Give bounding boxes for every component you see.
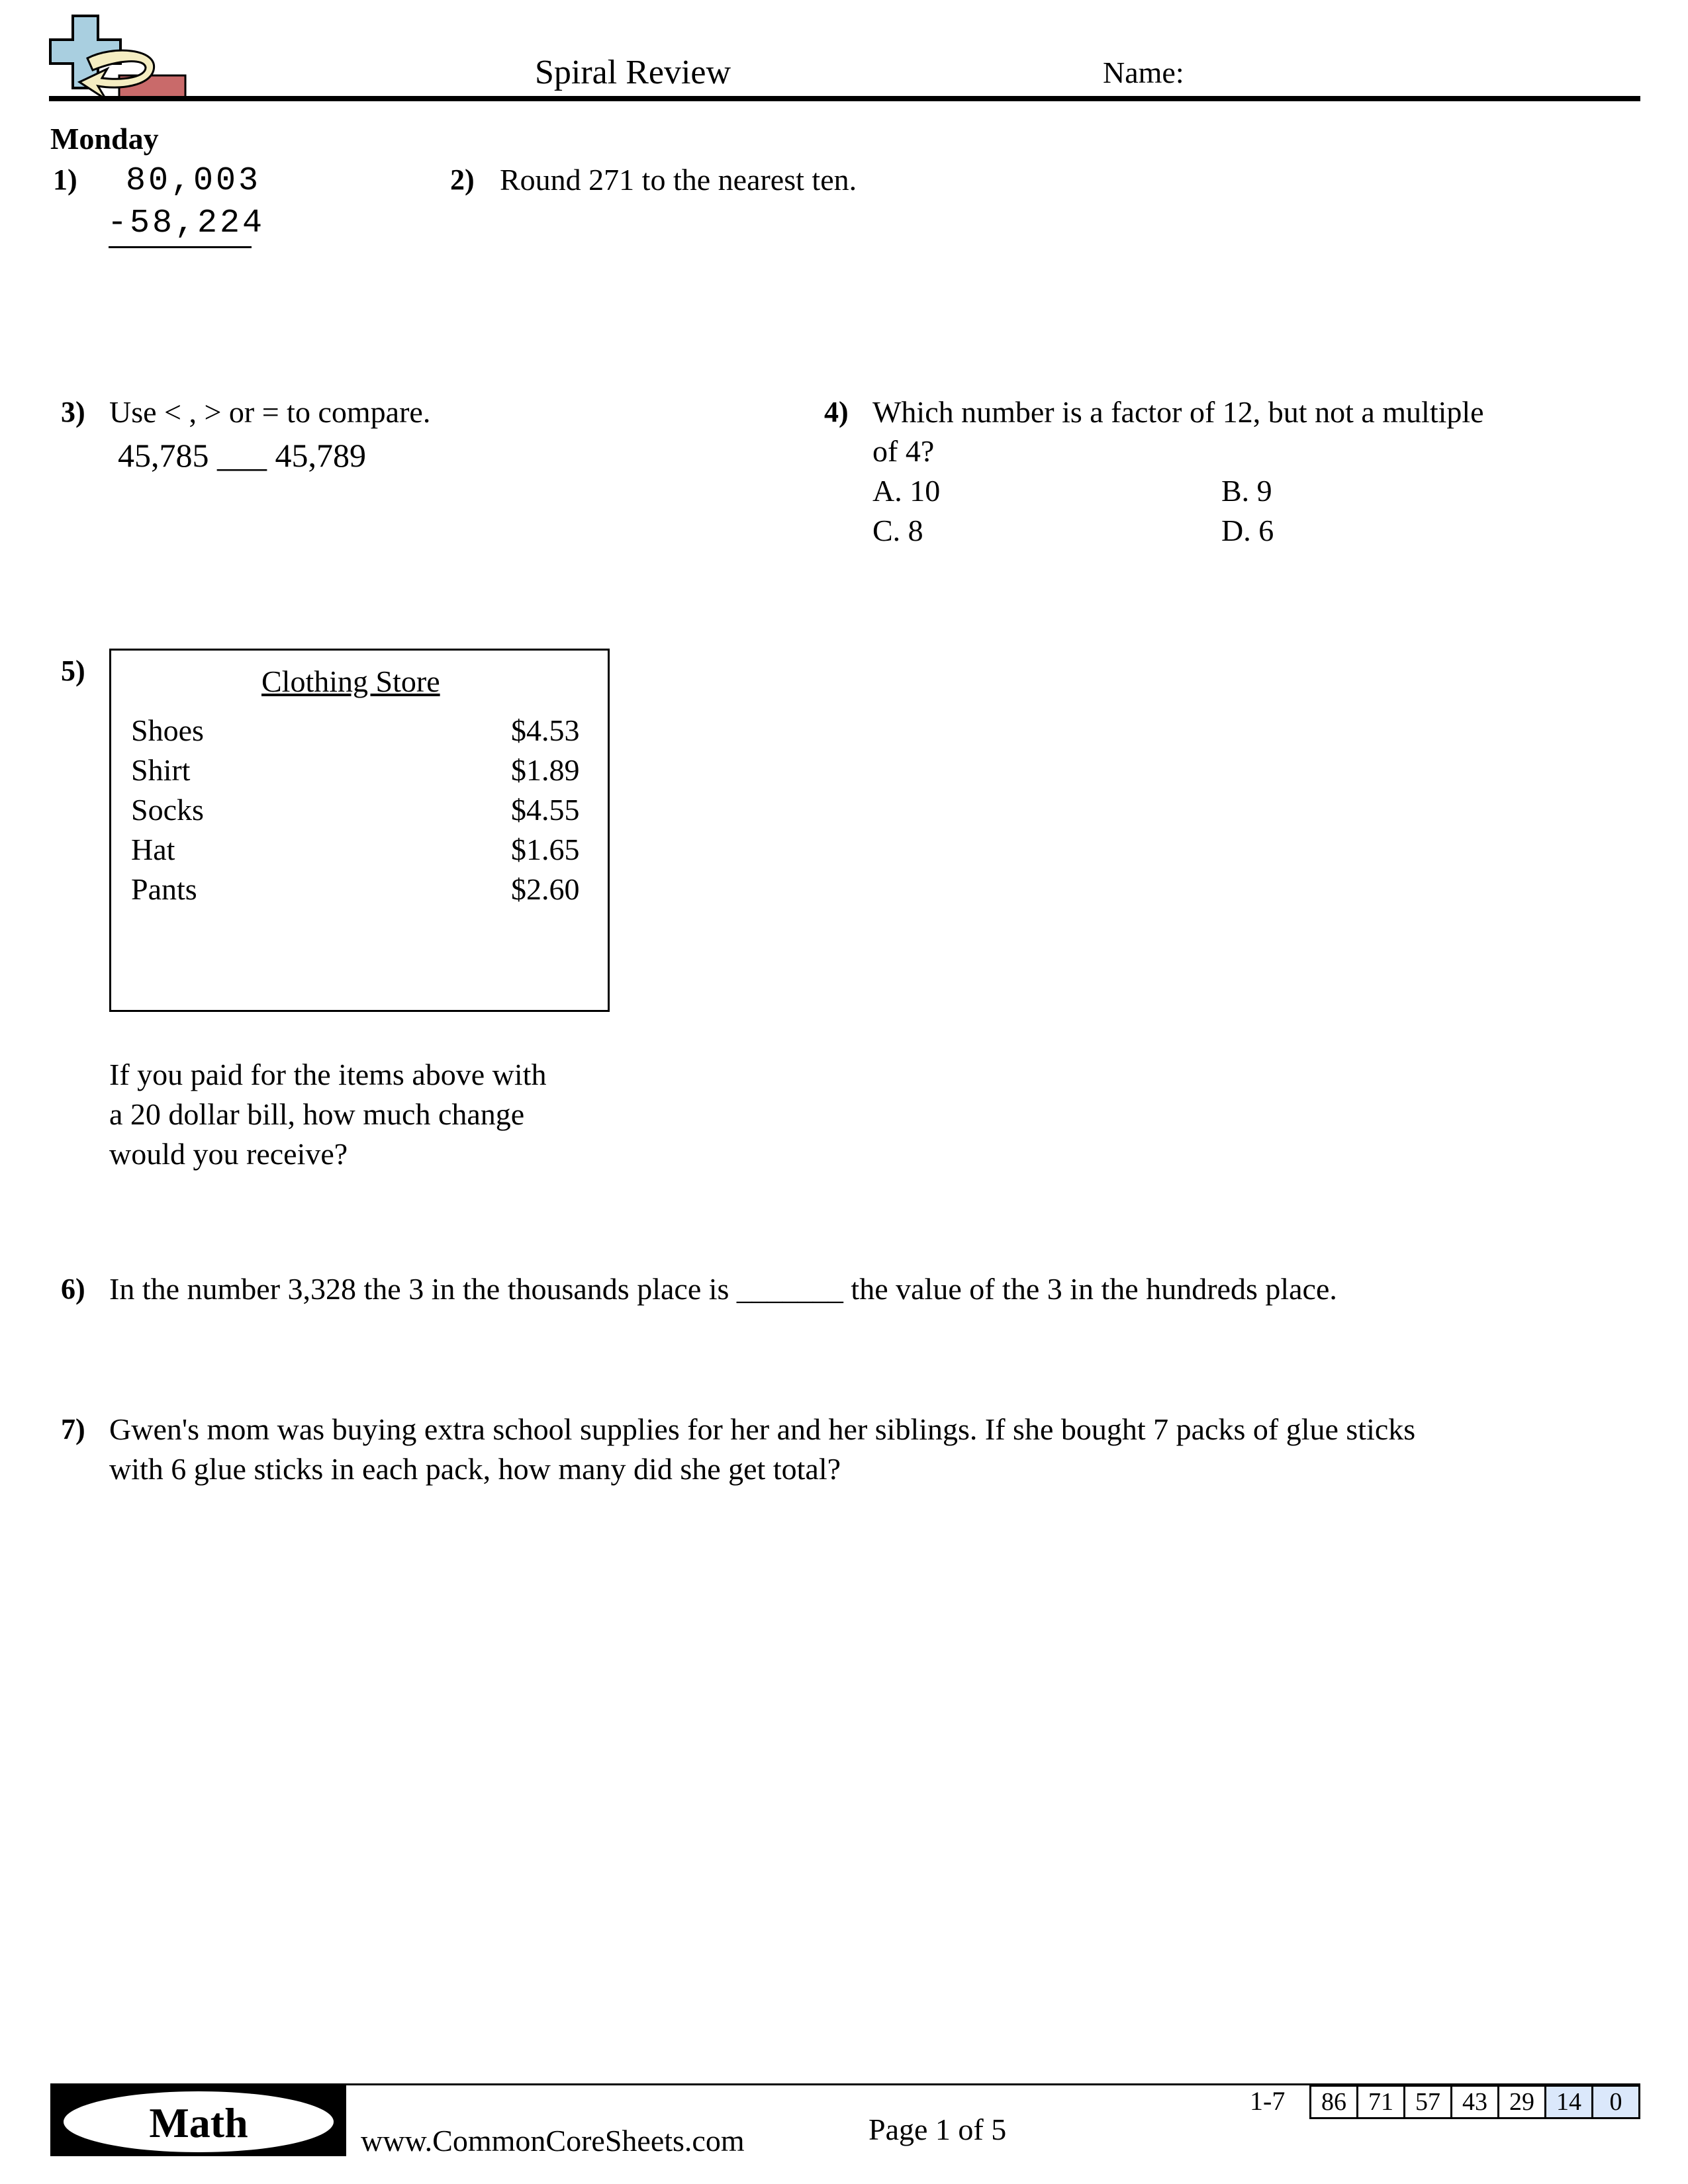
question-4-line-2: of 4? (872, 434, 935, 468)
score-cell-highlight: 0 (1593, 2085, 1640, 2119)
question-5-number: 5) (61, 655, 85, 687)
q4-option-a: A. 10 (872, 474, 941, 508)
q3-blank: ___ (217, 437, 267, 474)
q1-subtrahend: -58,224 (107, 205, 265, 242)
question-3-number: 3) (61, 396, 85, 428)
item-price: $2.60 (511, 872, 580, 906)
question-6-text: In the number 3,328 the 3 in the thousands place is _______ the value of the 3 in the hundreds place. (109, 1272, 1337, 1306)
store-title: Clothing Store (261, 664, 440, 698)
plus-arrow-logo (46, 12, 192, 101)
q3-compare (118, 435, 366, 475)
score-cell: 29 (1499, 2085, 1546, 2119)
score-cell-highlight: 14 (1546, 2085, 1593, 2119)
question-2-text: Round 271 to the nearest ten. (500, 163, 857, 197)
question-4-number: 4) (824, 396, 849, 428)
question-3-text: Use < , > or = to compare. (109, 395, 431, 429)
item-name: Socks (131, 793, 204, 827)
item-name: Pants (131, 872, 197, 906)
question-7-number: 7) (61, 1413, 85, 1445)
score-cell: 86 (1311, 2085, 1358, 2119)
q3-left-number: 45,785 (118, 437, 209, 474)
question-5-line-2: a 20 dollar bill, how much change (109, 1097, 525, 1131)
score-cell: 43 (1452, 2085, 1499, 2119)
question-5-line-1: If you paid for the items above with (109, 1058, 547, 1091)
question-4-line-1: Which number is a factor of 12, but not a multiple (872, 395, 1484, 429)
item-price: $1.65 (511, 833, 580, 866)
score-cell: 57 (1405, 2085, 1452, 2119)
website-link[interactable]: www.CommonCoreSheets.com (361, 2124, 745, 2158)
item-name: Hat (131, 833, 175, 866)
subject-label: Math (149, 2099, 248, 2146)
page-title: Spiral Review (535, 54, 731, 91)
q1-answer-line (109, 246, 252, 248)
header-rule (49, 96, 1640, 101)
name-label: Name: (1103, 56, 1184, 89)
item-price: $4.53 (511, 713, 580, 747)
q1-minuend: 80,003 (126, 162, 261, 200)
score-table (1309, 2085, 1640, 2119)
question-7-line-2: with 6 glue sticks in each pack, how many did she get total? (109, 1452, 841, 1486)
question-2-number: 2) (450, 163, 475, 196)
score-label: 1-7 (1250, 2086, 1286, 2116)
item-name: Shoes (131, 713, 204, 747)
q4-option-d: D. 6 (1221, 514, 1274, 547)
page-indicator: Page 1 of 5 (868, 2113, 1007, 2146)
q4-option-b: B. 9 (1221, 474, 1272, 508)
item-price: $4.55 (511, 793, 580, 827)
day-heading: Monday (50, 122, 159, 156)
item-name: Shirt (131, 753, 191, 787)
question-6-number: 6) (61, 1273, 85, 1305)
question-1-number: 1) (53, 163, 77, 196)
question-7-line-1: Gwen's mom was buying extra school supplies for her and her siblings. If she bought 7 packs of glue sticks (109, 1412, 1416, 1446)
question-5-line-3: would you receive? (109, 1137, 348, 1171)
q3-right-number: 45,789 (275, 437, 366, 474)
score-cell: 71 (1358, 2085, 1405, 2119)
item-price: $1.89 (511, 753, 580, 787)
q4-option-c: C. 8 (872, 514, 923, 547)
